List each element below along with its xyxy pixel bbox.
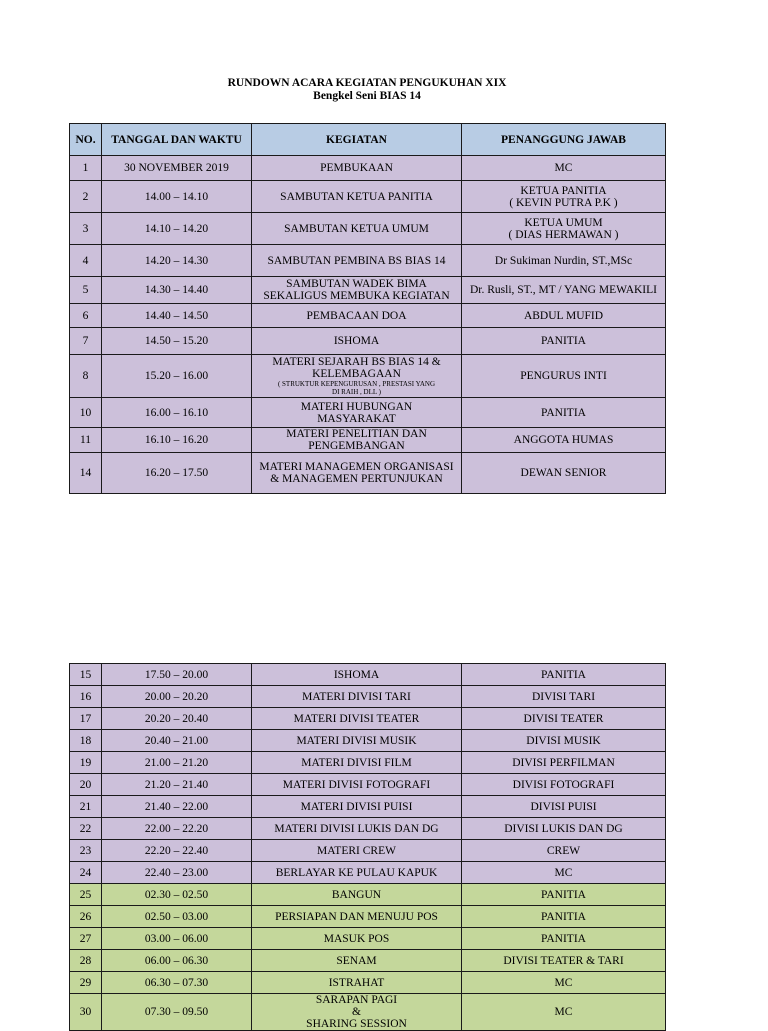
row-time: 17.50 – 20.00 <box>102 664 252 686</box>
row-time: 30 NOVEMBER 2019 <box>102 156 252 181</box>
row-activity: SARAPAN PAGI & SHARING SESSION <box>252 994 462 1031</box>
row-number: 23 <box>70 840 102 862</box>
row-activity: SAMBUTAN WADEK BIMA SEKALIGUS MEMBUKA KEGIATAN <box>252 277 462 304</box>
table-row <box>70 213 666 245</box>
table-row <box>70 181 666 213</box>
row-number: 22 <box>70 818 102 840</box>
row-number: 2 <box>70 181 102 213</box>
table-row <box>70 928 666 950</box>
row-pic: DIVISI TEATER <box>462 708 666 730</box>
row-number: 28 <box>70 950 102 972</box>
row-activity: SENAM <box>252 950 462 972</box>
row-time: 06.30 – 07.30 <box>102 972 252 994</box>
row-pic: MC <box>462 862 666 884</box>
row-pic: PANITIA <box>462 328 666 355</box>
header-time: TANGGAL DAN WAKTU <box>102 124 252 156</box>
row-activity: MATERI DIVISI FILM <box>252 752 462 774</box>
row-pic: PANITIA <box>462 906 666 928</box>
table-row <box>70 884 666 906</box>
table-row <box>70 730 666 752</box>
row-pic: MC <box>462 156 666 181</box>
row-activity: SAMBUTAN KETUA UMUM <box>252 213 462 245</box>
table-row <box>70 304 666 328</box>
row-activity: MATERI DIVISI MUSIK <box>252 730 462 752</box>
table-row <box>70 398 666 428</box>
row-time: 07.30 – 09.50 <box>102 994 252 1031</box>
row-pic: PANITIA <box>462 928 666 950</box>
row-number: 25 <box>70 884 102 906</box>
row-pic: KETUA UMUM ( DIAS HERMAWAN ) <box>462 213 666 245</box>
row-number: 10 <box>70 398 102 428</box>
row-time: 14.40 – 14.50 <box>102 304 252 328</box>
table-row <box>70 972 666 994</box>
row-number: 7 <box>70 328 102 355</box>
row-pic: CREW <box>462 840 666 862</box>
row-time: 22.20 – 22.40 <box>102 840 252 862</box>
row-pic: DIVISI FOTOGRAFI <box>462 774 666 796</box>
table-row <box>70 840 666 862</box>
table-row <box>70 774 666 796</box>
row-time: 20.00 – 20.20 <box>102 686 252 708</box>
row-activity: MATERI HUBUNGAN MASYARAKAT <box>252 398 462 428</box>
table-row <box>70 752 666 774</box>
row-time: 14.00 – 14.10 <box>102 181 252 213</box>
row-time: 15.20 – 16.00 <box>102 355 252 398</box>
row-pic: DIVISI TARI <box>462 686 666 708</box>
row-number: 16 <box>70 686 102 708</box>
row-number: 21 <box>70 796 102 818</box>
row-activity-note: ( STRUKTUR KEPENGURUSAN , PRESTASI YANG DI RAIH , DLL ) <box>277 380 436 396</box>
table-row <box>70 708 666 730</box>
row-number: 17 <box>70 708 102 730</box>
table-row <box>70 686 666 708</box>
row-number: 6 <box>70 304 102 328</box>
row-number: 18 <box>70 730 102 752</box>
row-activity: MATERI DIVISI PUISI <box>252 796 462 818</box>
row-number: 30 <box>70 994 102 1031</box>
row-number: 19 <box>70 752 102 774</box>
row-pic: DIVISI MUSIK <box>462 730 666 752</box>
row-pic: PANITIA <box>462 884 666 906</box>
row-time: 14.10 – 14.20 <box>102 213 252 245</box>
table-row <box>70 428 666 453</box>
row-activity: SAMBUTAN KETUA PANITIA <box>252 181 462 213</box>
row-time: 14.20 – 14.30 <box>102 245 252 277</box>
row-number: 4 <box>70 245 102 277</box>
table-row <box>70 664 666 686</box>
row-pic: DEWAN SENIOR <box>462 453 666 494</box>
row-pic: DIVISI PUISI <box>462 796 666 818</box>
row-pic: MC <box>462 994 666 1031</box>
row-number: 8 <box>70 355 102 398</box>
row-activity: PEMBUKAAN <box>252 156 462 181</box>
row-activity: MATERI DIVISI LUKIS DAN DG <box>252 818 462 840</box>
row-time: 21.40 – 22.00 <box>102 796 252 818</box>
row-time: 03.00 – 06.00 <box>102 928 252 950</box>
row-time: 16.20 – 17.50 <box>102 453 252 494</box>
row-pic: PANITIA <box>462 398 666 428</box>
row-activity: MATERI DIVISI FOTOGRAFI <box>252 774 462 796</box>
row-activity: PEMBACAAN DOA <box>252 304 462 328</box>
table-row <box>70 862 666 884</box>
row-activity: PERSIAPAN DAN MENUJU POS <box>252 906 462 928</box>
row-activity: SAMBUTAN PEMBINA BS BIAS 14 <box>252 245 462 277</box>
table-row <box>70 950 666 972</box>
row-time: 22.00 – 22.20 <box>102 818 252 840</box>
document-title: RUNDOWN ACARA KEGIATAN PENGUKUHAN XIX <box>227 77 507 89</box>
row-number: 27 <box>70 928 102 950</box>
row-activity: MATERI PENELITIAN DAN PENGEMBANGAN <box>252 428 462 453</box>
header-no: NO. <box>70 124 102 156</box>
table-row <box>70 277 666 304</box>
row-pic: DIVISI LUKIS DAN DG <box>462 818 666 840</box>
row-activity: ISTRAHAT <box>252 972 462 994</box>
document-subtitle: Bengkel Seni BIAS 14 <box>313 90 421 102</box>
row-activity: ISHOMA <box>252 664 462 686</box>
row-time: 22.40 – 23.00 <box>102 862 252 884</box>
row-time: 21.20 – 21.40 <box>102 774 252 796</box>
row-number: 15 <box>70 664 102 686</box>
row-time: 21.00 – 21.20 <box>102 752 252 774</box>
row-number: 14 <box>70 453 102 494</box>
row-pic: ABDUL MUFID <box>462 304 666 328</box>
row-time: 14.50 – 15.20 <box>102 328 252 355</box>
row-time: 20.20 – 20.40 <box>102 708 252 730</box>
table-row <box>70 994 666 1031</box>
row-time: 06.00 – 06.30 <box>102 950 252 972</box>
document-title-block <box>0 77 734 103</box>
row-pic: PENGURUS INTI <box>462 355 666 398</box>
row-number: 1 <box>70 156 102 181</box>
row-pic: KETUA PANITIA ( KEVIN PUTRA P.K ) <box>462 181 666 213</box>
row-activity: BERLAYAR KE PULAU KAPUK <box>252 862 462 884</box>
table-row <box>70 818 666 840</box>
row-activity: MATERI SEJARAH BS BIAS 14 & KELEMBAGAAN ( STRUKTUR KEPENGURUSAN , PRESTASI YANG DI RAIH , DLL ) <box>252 355 462 398</box>
rundown-table-1 <box>69 123 666 494</box>
row-activity: MATERI DIVISI TARI <box>252 686 462 708</box>
row-activity: MATERI CREW <box>252 840 462 862</box>
row-time: 16.00 – 16.10 <box>102 398 252 428</box>
row-time: 02.50 – 03.00 <box>102 906 252 928</box>
row-pic: ANGGOTA HUMAS <box>462 428 666 453</box>
row-activity: MATERI MANAGEMEN ORGANISASI & MANAGEMEN PERTUNJUKAN <box>252 453 462 494</box>
row-activity: BANGUN <box>252 884 462 906</box>
table-row <box>70 796 666 818</box>
row-time: 02.30 – 02.50 <box>102 884 252 906</box>
row-number: 11 <box>70 428 102 453</box>
header-pic: PENANGGUNG JAWAB <box>462 124 666 156</box>
row-number: 24 <box>70 862 102 884</box>
row-pic: DIVISI TEATER & TARI <box>462 950 666 972</box>
row-pic: PANITIA <box>462 664 666 686</box>
row-pic: Dr Sukiman Nurdin, ST.,MSc <box>462 245 666 277</box>
table-row <box>70 156 666 181</box>
table-row <box>70 328 666 355</box>
row-pic: MC <box>462 972 666 994</box>
rundown-table-2 <box>69 663 666 1031</box>
row-number: 3 <box>70 213 102 245</box>
row-activity: MATERI DIVISI TEATER <box>252 708 462 730</box>
table-row <box>70 906 666 928</box>
row-time: 20.40 – 21.00 <box>102 730 252 752</box>
table-row <box>70 245 666 277</box>
row-number: 29 <box>70 972 102 994</box>
table-row <box>70 453 666 494</box>
table-row <box>70 355 666 398</box>
row-number: 26 <box>70 906 102 928</box>
row-time: 16.10 – 16.20 <box>102 428 252 453</box>
row-activity: ISHOMA <box>252 328 462 355</box>
header-activity: KEGIATAN <box>252 124 462 156</box>
row-pic: DIVISI PERFILMAN <box>462 752 666 774</box>
row-number: 5 <box>70 277 102 304</box>
row-pic: Dr. Rusli, ST., MT / YANG MEWAKILI <box>462 277 666 304</box>
row-time: 14.30 – 14.40 <box>102 277 252 304</box>
row-number: 20 <box>70 774 102 796</box>
row-activity: MASUK POS <box>252 928 462 950</box>
